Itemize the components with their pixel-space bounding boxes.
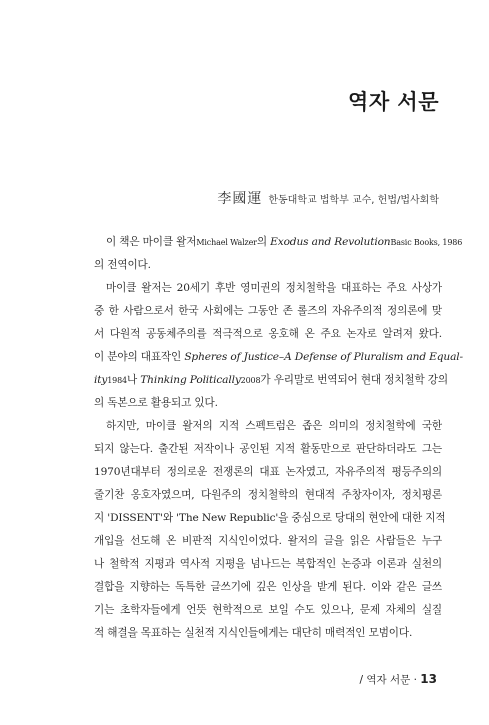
translator-name: 李國運 xyxy=(217,191,263,207)
text-run: 의 xyxy=(256,236,271,248)
paragraph-2-line-6: 의 독본으로 활용되고 있다. xyxy=(94,397,218,409)
translator-affiliation: 한동대학교 법학부 교수, 헌법/법사회학 xyxy=(268,195,439,206)
page-number: 13 xyxy=(420,672,437,686)
paragraph-2-line-5 xyxy=(94,369,448,392)
paragraph-3-line-9: 기는 초학자들에게 언뜻 현학적으로 보일 수도 있으나, 문제 자체의 실질 xyxy=(94,604,442,616)
paragraph-3-line-6: 개입을 선도해 온 비판적 지식인이었다. 왈저의 글을 읽은 사람들은 누구 xyxy=(94,535,442,547)
book-title: Spheres of Justice–A Defense of Pluralism and Equal- xyxy=(184,351,463,363)
text-run: 이 분야의 대표작인 xyxy=(94,351,185,363)
paragraph-3-line-8: 결합을 지향하는 독특한 글쓰기에 깊은 인상을 받게 된다. 이와 같은 글쓰 xyxy=(94,581,442,593)
page-title: 역자 서문 xyxy=(348,90,439,114)
translator-byline xyxy=(217,188,439,208)
paragraph-3-line-5: 지 'DISSENT'와 'The New Republic'을 중심으로 당대의 현안에 대한 지적 xyxy=(94,512,446,524)
year-note: 1984 xyxy=(107,376,127,385)
author-original-name: Michael Walzer xyxy=(196,238,257,247)
paragraph-1-line-1 xyxy=(94,231,463,254)
year-note: 2008 xyxy=(240,376,261,385)
text-run: 가 우리말로 번역되어 현대 정치철학 강의 xyxy=(260,374,448,386)
paragraph-3-line-3: 1970년대부터 정의로운 전쟁론의 대표 논자였고, 자유주의적 평등주의의 xyxy=(94,466,442,478)
paragraph-2-line-1: 마이클 왈저는 20세기 후반 영미권의 정치철학을 대표하는 주요 사상가 xyxy=(106,282,442,294)
paragraph-3-line-1: 하지만, 마이클 왈저의 지적 스펙트럼은 좁은 의미의 정치철학에 국한 xyxy=(106,420,442,432)
text-run: 나 xyxy=(126,374,141,386)
running-footer-section: / 역자 서문 · xyxy=(359,674,417,686)
publisher-note: Basic Books, 1986 xyxy=(390,238,463,247)
book-title: Exodus and Revolution xyxy=(270,236,391,248)
paragraph-3-line-4: 줄기찬 옹호자였으며, 다원주의 정치철학의 현대적 주창자이자, 정치평론 xyxy=(94,489,442,501)
paragraph-3-line-7: 나 철학적 지평과 역사적 지평을 넘나드는 복합적인 논증과 이론과 실천의 xyxy=(94,558,442,570)
paragraph-1-line-2: 의 전역이다. xyxy=(94,259,151,271)
paragraph-2-line-3: 서 다원적 공동체주의를 적극적으로 옹호해 온 주요 논자로 알려져 왔다. xyxy=(94,328,442,340)
page-footer xyxy=(359,672,437,687)
paragraph-2-line-4 xyxy=(94,346,463,369)
paragraph-3-line-10: 적 해결을 목표하는 실천적 지식인들에게는 대단히 매력적인 모범이다. xyxy=(94,627,413,639)
body-text xyxy=(94,231,463,645)
book-title: Thinking Politically xyxy=(140,374,241,386)
text-run: 이 책은 마이클 왈저 xyxy=(106,236,197,248)
paragraph-2-line-2: 중 한 사람으로서 한국 사회에는 그동안 존 롤즈의 자유주의적 정의론에 맞 xyxy=(94,305,442,317)
book-title: ity xyxy=(94,374,108,386)
paragraph-3-line-2: 되지 않는다. 출간된 저작이나 공인된 지적 활동만으로 판단하더라도 그는 xyxy=(94,443,442,455)
